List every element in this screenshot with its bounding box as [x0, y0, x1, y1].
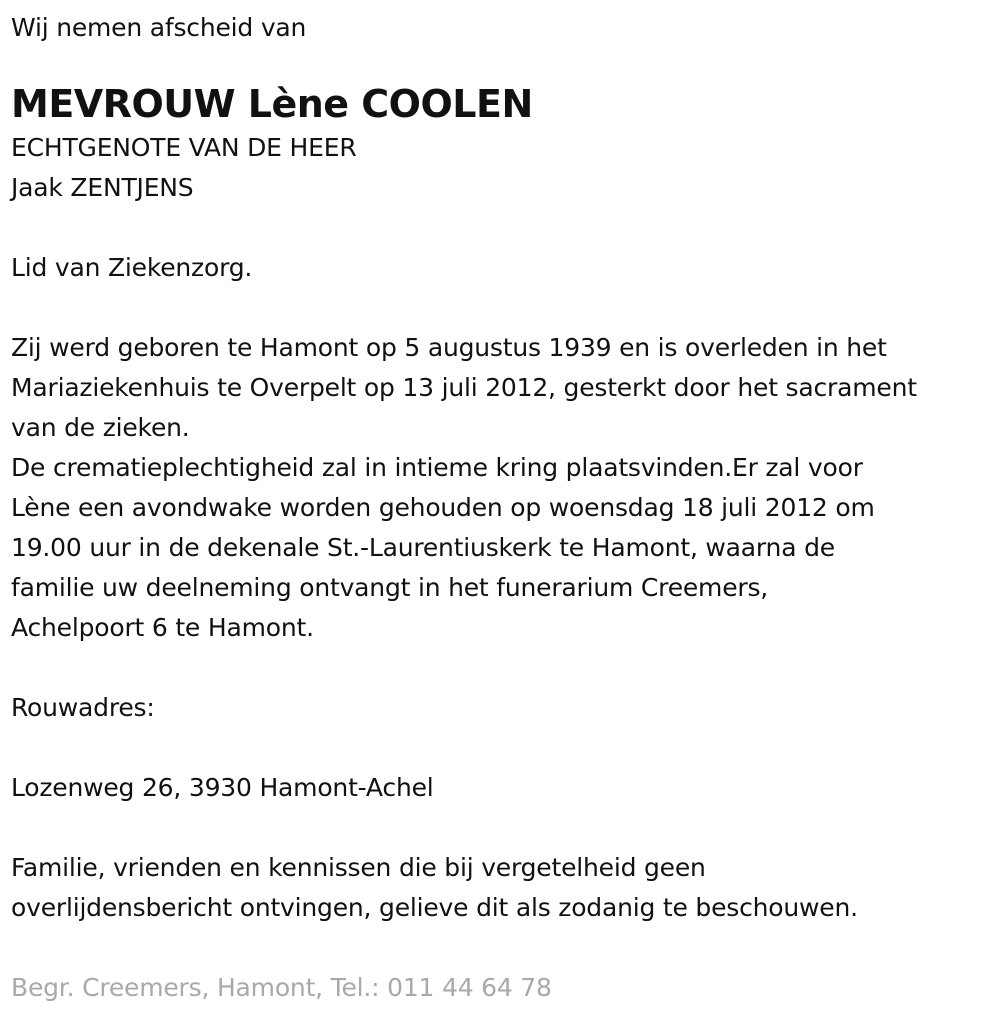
spacer [11, 288, 1000, 328]
membership-text: Lid van Ziekenzorg. [11, 253, 253, 282]
closing-line: overlijdensbericht ontvingen, gelieve dit als zodanig te beschouwen. [11, 893, 858, 922]
body-paragraph [11, 328, 1000, 648]
body-line: De crematieplechtigheid zal in intieme kring plaatsvinden.Er zal voor [11, 453, 863, 482]
body-line: Lène een avondwake worden gehouden op woensdag 18 juli 2012 om [11, 493, 875, 522]
spacer [11, 728, 1000, 768]
body-line: Achelpoort 6 te Hamont. [11, 613, 314, 642]
intro-text: Wij nemen afscheid van [11, 13, 307, 42]
address-label: Rouwadres: [11, 693, 155, 722]
body-line: 19.00 uur in de dekenale St.-Laurentiuskerk te Hamont, waarna de [11, 533, 835, 562]
body-line: Mariaziekenhuis te Overpelt op 13 juli 2012, gesterkt door het sacrament [11, 373, 917, 402]
body-line: familie uw deelneming ontvangt in het funerarium Creemers, [11, 573, 769, 602]
address-value: Lozenweg 26, 3930 Hamont-Achel [11, 773, 434, 802]
spacer [11, 928, 1000, 968]
spouse-line-2: Jaak ZENTJENS [11, 173, 194, 202]
spouse-line-1: ECHTGENOTE VAN DE HEER [11, 133, 357, 162]
spacer [11, 808, 1000, 848]
body-line: van de zieken. [11, 413, 190, 442]
closing-paragraph [11, 848, 1000, 928]
funeral-home-footer: Begr. Creemers, Hamont, Tel.: 011 44 64 78 [11, 973, 552, 1002]
deceased-name: MEVROUW Lène COOLEN [11, 82, 533, 126]
closing-line: Familie, vrienden en kennissen die bij vergetelheid geen [11, 853, 706, 882]
body-line: Zij werd geboren te Hamont op 5 augustus 1939 en is overleden in het [11, 333, 887, 362]
spacer [11, 208, 1000, 248]
spacer [11, 648, 1000, 688]
